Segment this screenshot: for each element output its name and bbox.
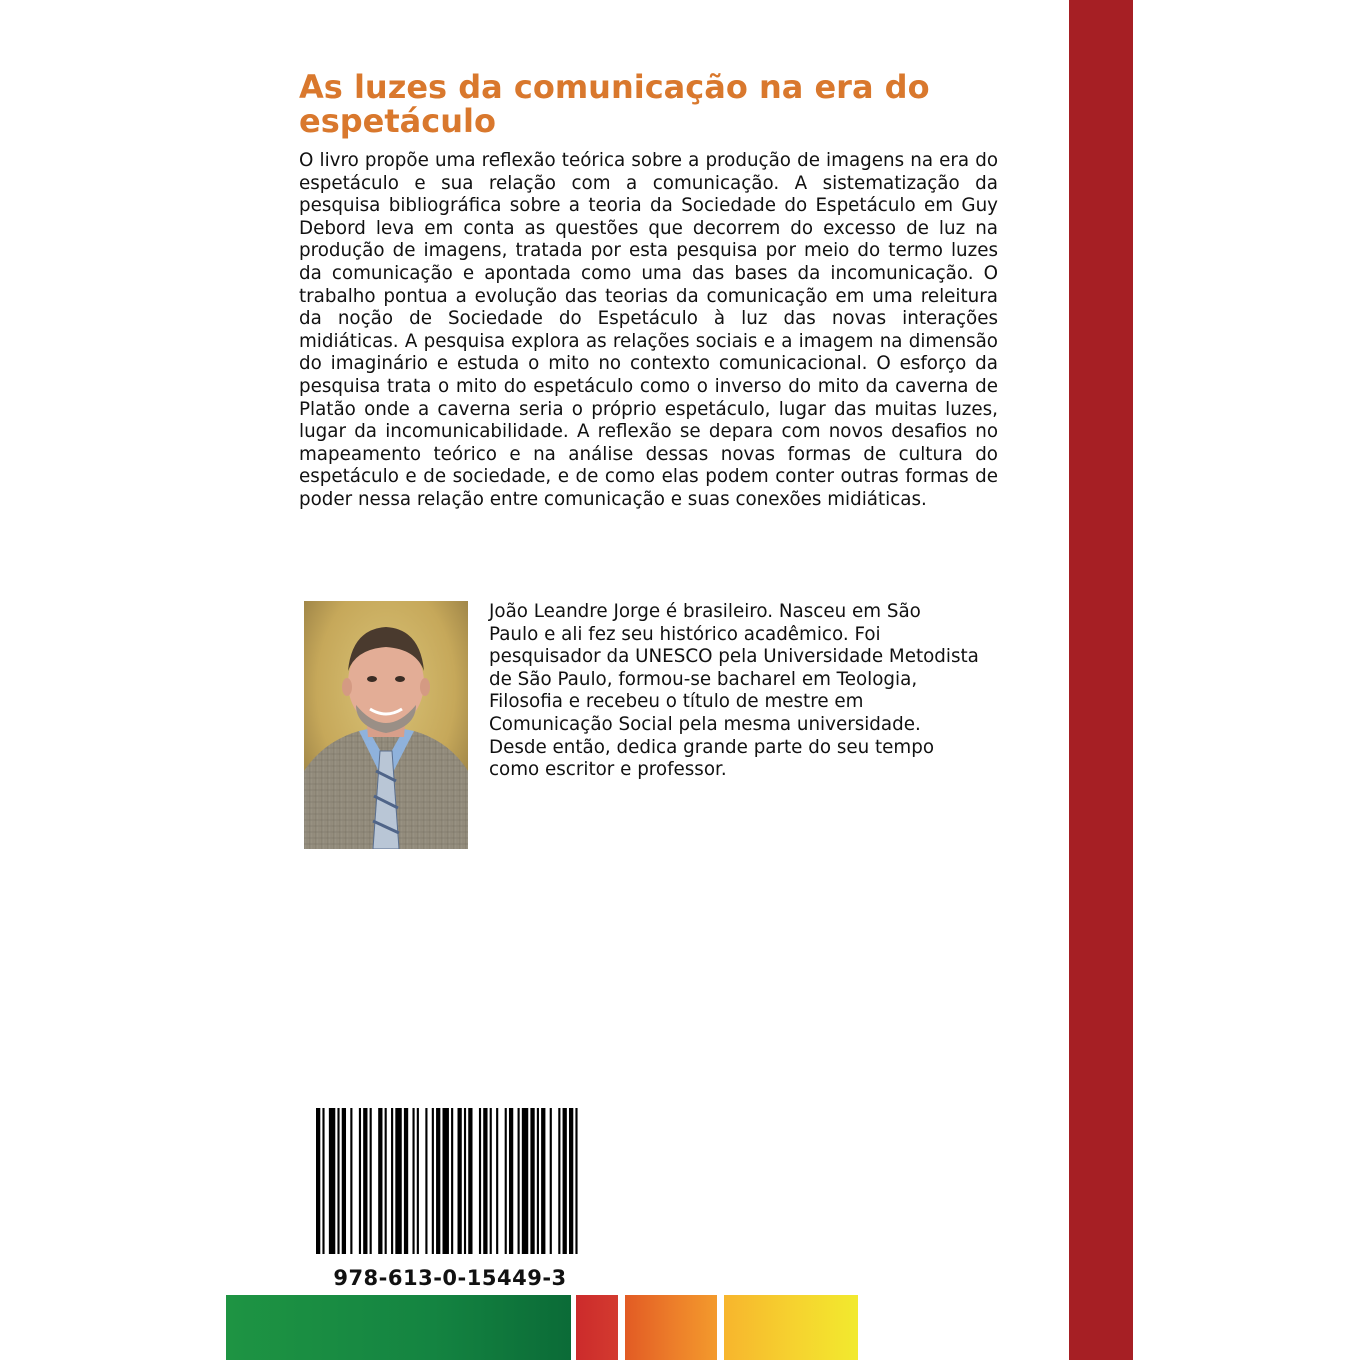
color-band-orange [625, 1295, 717, 1360]
barcode-bar [337, 1108, 339, 1254]
barcode-bar [378, 1108, 382, 1254]
book-title: As luzes da comunicação na era do espetáculo [299, 68, 930, 140]
barcode-bar [522, 1108, 528, 1254]
barcode-bar [350, 1108, 352, 1254]
barcode-bar [443, 1108, 449, 1254]
barcode-bar [483, 1108, 487, 1254]
barcode-bar [451, 1108, 453, 1254]
barcode-bar [385, 1108, 387, 1254]
author-photo [304, 601, 468, 849]
color-band-yellow [724, 1295, 858, 1360]
color-band-green [226, 1295, 571, 1360]
barcode-bar [342, 1108, 346, 1254]
barcode-bar [370, 1108, 372, 1254]
barcode-bar [575, 1108, 577, 1254]
barcode-bar [550, 1108, 552, 1254]
barcode-bar [558, 1108, 560, 1254]
barcode-bar [316, 1108, 320, 1254]
barcode-bar [458, 1108, 462, 1254]
barcode-bar [490, 1108, 492, 1254]
barcode-bar [432, 1108, 434, 1254]
barcode-bar [359, 1108, 361, 1254]
barcode-bar [530, 1108, 534, 1254]
barcode-bar [479, 1108, 481, 1254]
barcode-bar [509, 1108, 513, 1254]
barcode-bar [537, 1108, 539, 1254]
barcode-bar [425, 1108, 427, 1254]
isbn-number: 978-613-0-15449-3 [333, 1266, 567, 1290]
book-blurb: O livro propõe uma reflexão teórica sobre a produção de imagens na era do espetáculo e sua relação com a comunicação. A sistematização da pesquisa bibliográfica sobre a teoria da Sociedade do Espetáculo em Guy Debord leva em conta as questões que decorrem do excesso de luz na produção de imagens, tratada por esta pesquisa por meio do termo luzes da comunicação e apontada como uma das bases da incomunicação. O trabalho pontua a evolução das teorias da comunicação em uma releitura da noção de Sociedade do Espetáculo à luz das novas interações midiáticas. A pesquisa explora as relações sociais e a imagem na dimensão do imaginário e estuda o mito no contexto comunicacional. O esforço da pesquisa trata o mito do espetáculo como o inverso do mito da caverna de Platão onde a caverna seria o próprio espetáculo, lugar das muitas luzes, lugar da incomunicabilidade. A reflexão se depara com novos desafios no mapeamento teórico e na análise dessas novas formas de cultura do espetáculo e de sociedade, e de como elas podem conter outras formas de poder nessa relação entre comunicação e suas conexões midiáticas. [299, 150, 998, 510]
barcode-bar [569, 1108, 573, 1254]
barcode-bar [464, 1108, 466, 1254]
barcode-bar [412, 1108, 414, 1254]
spine-band [1069, 0, 1133, 1360]
author-bio: João Leandre Jorge é brasileiro. Nasceu em São Paulo e ali fez seu histórico acadêmico. Foi pesquisador da UNESCO pela Universidade Metodista de São Paulo, formou-se bacharel em Teologia, Filosofia e recebeu o título de mestre em Comunicação Social pela mesma universidade. Desde então, dedica grande parte do seu tempo como escritor e professor. [489, 601, 979, 781]
barcode-bar [563, 1108, 567, 1254]
color-band-red [576, 1295, 618, 1360]
barcode-bar [329, 1108, 335, 1254]
barcode-bar [496, 1108, 498, 1254]
barcode-bar [436, 1108, 440, 1254]
barcode-bar [505, 1108, 507, 1254]
barcode-bar [417, 1108, 419, 1254]
barcode-bar [395, 1108, 401, 1254]
barcode-bar [363, 1108, 367, 1254]
barcode-bar [322, 1108, 324, 1254]
barcode-bar [391, 1108, 393, 1254]
barcode-bar [404, 1108, 408, 1254]
barcode-bar [541, 1108, 545, 1254]
barcode-bar [518, 1108, 520, 1254]
isbn-barcode [316, 1108, 584, 1254]
barcode-bar [468, 1108, 472, 1254]
